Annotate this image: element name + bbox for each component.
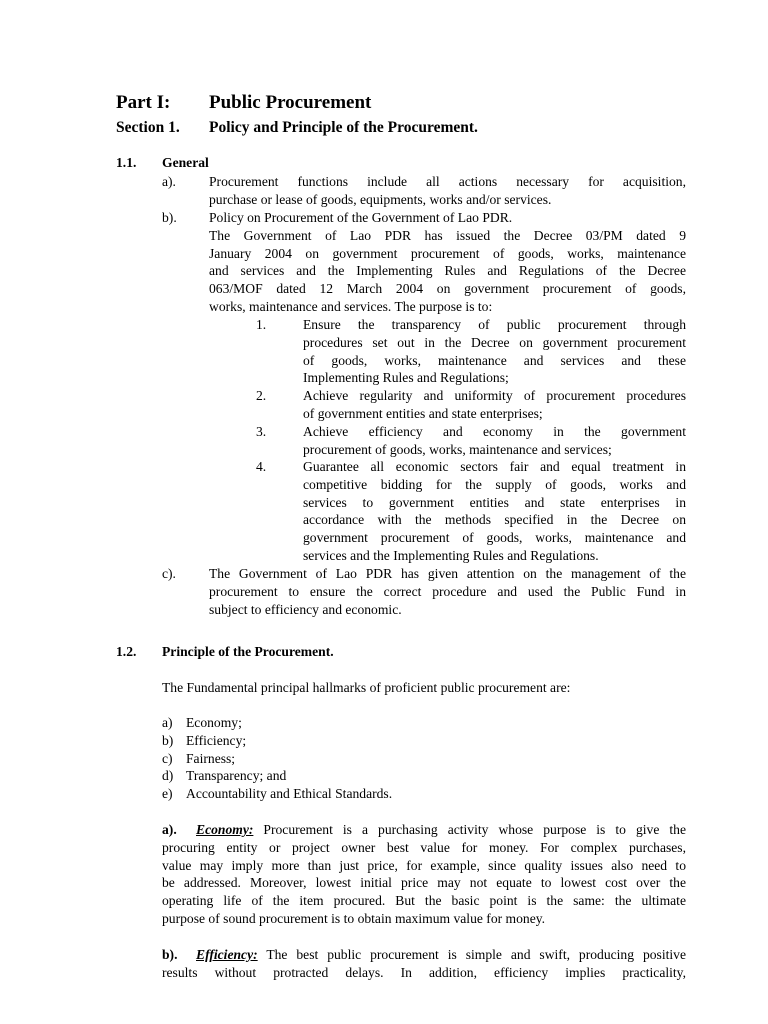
heading-number: 1.1. (116, 155, 137, 170)
list-text: Economy; (186, 715, 242, 730)
text-line: be addressed. Moreover, lowest initial price may not equate to lowest cost over the (162, 875, 686, 891)
part-title: Public Procurement (209, 92, 372, 113)
item-mark: b). (162, 210, 177, 225)
section-title: Policy and Principle of the Procurement. (209, 119, 478, 136)
purpose-number: 2. (256, 388, 267, 403)
list-text: Efficiency; (186, 732, 247, 748)
text-line: procurement to ensure the correct procedure and used the Public Fund in (209, 583, 686, 599)
purpose-number: 1. (256, 317, 267, 332)
text-line: procedures set out in the Decree on government procurement (303, 334, 686, 350)
text-line: Implementing Rules and Regulations; (303, 370, 509, 386)
list-item (162, 750, 562, 768)
heading-1-2 (116, 643, 516, 661)
text-line: competitive bidding for the supply of goods, works and (303, 476, 686, 492)
text-line: The Government of Lao PDR has given attention on the management of the (209, 566, 686, 581)
item-1-1-b (162, 209, 686, 316)
text-line: operating life of the item procured. But the basic point is the same: the ultimate (162, 893, 686, 909)
text-line: subject to efficiency and economic. (209, 601, 402, 617)
list-mark: c) (162, 750, 173, 766)
part-heading (116, 91, 371, 115)
section-label: Section 1. (116, 119, 180, 136)
part-label: Part I: (116, 92, 171, 113)
list-mark: b) (162, 732, 174, 748)
purpose-item-1 (256, 316, 686, 387)
text-line: of goods, works, maintenance and services and these (303, 352, 686, 368)
text-line: procuring entity or project owner best value for money. For complex purchases, (162, 839, 686, 855)
purpose-item-4 (256, 458, 686, 565)
list-item (162, 785, 562, 803)
list-mark: a) (162, 715, 173, 730)
purpose-number: 4. (256, 459, 267, 474)
text-line: and services and the Implementing Rules and Regulations of the Decree (209, 263, 686, 279)
text-line: The Government of Lao PDR has issued the Decree 03/PM dated 9 (209, 227, 686, 243)
item-1-1-a (162, 173, 686, 209)
term-economy: Economy: (196, 822, 254, 837)
item-mark: c). (162, 566, 176, 581)
list-item (162, 732, 562, 750)
heading-number: 1.2. (116, 644, 137, 659)
purpose-item-2 (256, 387, 686, 423)
text-line (162, 946, 686, 964)
text-line: Ensure the transparency of public procurement through (303, 317, 686, 332)
text-line: services and the Implementing Rules and Regulations. (303, 547, 599, 563)
heading-title: Principle of the Procurement. (162, 644, 334, 659)
list-text: Transparency; and (186, 768, 287, 784)
para-mark: a). (162, 822, 177, 837)
text-line: government procurement of goods, works, maintenance and (303, 530, 686, 546)
text-line: purchase or lease of goods, equipments, works and/or services. (209, 191, 552, 207)
text-line: of government entities and state enterprises; (303, 405, 543, 421)
text-line: services to government entities and state enterprises in (303, 494, 686, 510)
heading-1-1 (116, 154, 516, 172)
hallmark-list (162, 714, 562, 803)
list-mark: e) (162, 786, 173, 802)
text-line: Achieve efficiency and economy in the government (303, 424, 686, 439)
text-line: purpose of sound procurement is to obtain maximum value for money. (162, 910, 546, 926)
text-line: January 2004 on government procurement of goods, works, maintenance (209, 245, 686, 261)
text-line: Procurement functions include all actions necessary for acquisition, (209, 174, 686, 189)
principle-intro: The Fundamental principal hallmarks of proficient public procurement are: (162, 680, 571, 695)
list-text: Accountability and Ethical Standards. (186, 786, 393, 802)
text-run: The best public procurement is simple and swift, producing positive (257, 947, 686, 962)
text-line: value may imply more than just price, for example, since quality issues also need to (162, 857, 686, 873)
list-mark: d) (162, 768, 174, 784)
heading-title: General (162, 155, 209, 170)
para-mark: b). (162, 947, 178, 962)
text-line: works, maintenance and services. The purpose is to: (209, 298, 493, 314)
list-item (162, 767, 562, 785)
section-heading (116, 118, 478, 138)
list-text: Fairness; (186, 750, 236, 766)
item-1-1-c (162, 565, 686, 618)
term-efficiency: Efficiency: (196, 947, 258, 962)
text-line: Guarantee all economic sectors fair and equal treatment in (303, 459, 686, 474)
list-item (162, 714, 562, 732)
economy-paragraph (162, 821, 686, 928)
purpose-number: 3. (256, 424, 267, 439)
item-mark: a). (162, 174, 176, 189)
text-line: procurement of goods, works, maintenance and services; (303, 441, 612, 457)
text-run: Procurement is a purchasing activity whose purpose is to give the (253, 822, 686, 837)
text-line: 063/MOF dated 12 March 2004 on government procurement of goods, (209, 281, 686, 297)
purpose-item-3 (256, 423, 686, 459)
text-line: accordance with the methods specified in the Decree on (303, 512, 686, 528)
text-line: Achieve regularity and uniformity of procurement procedures (303, 388, 686, 403)
text-line: Policy on Procurement of the Government of Lao PDR. (209, 210, 513, 225)
text-line (162, 821, 686, 839)
efficiency-paragraph (162, 946, 686, 982)
text-line: results without protracted delays. In addition, efficiency implies practicality, (162, 964, 686, 980)
